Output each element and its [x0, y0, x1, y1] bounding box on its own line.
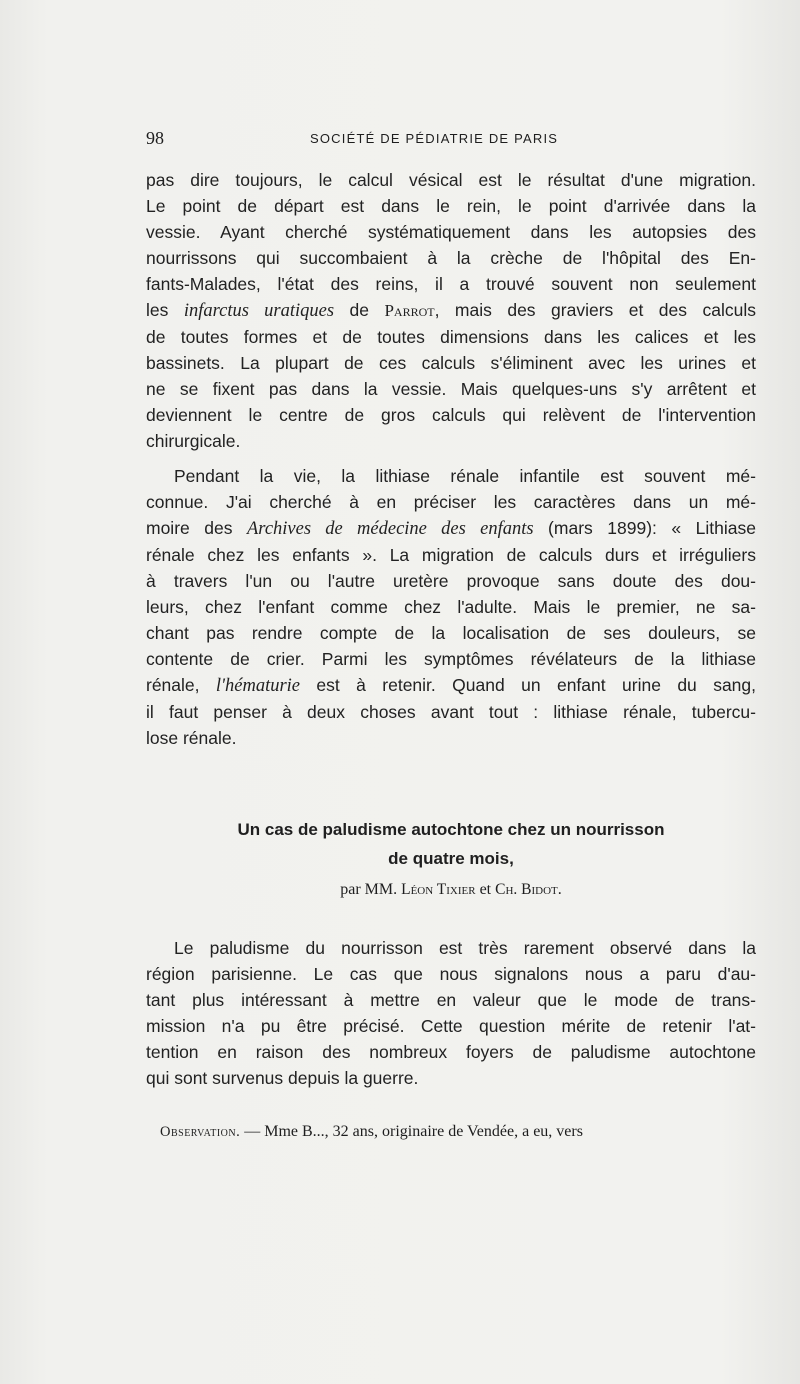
text-line: région parisienne. Le cas que nous signalons nous a paru d'au-	[146, 964, 756, 984]
text-line: qui sont survenus depuis la guerre.	[146, 1068, 419, 1088]
text-line: vessie. Ayant cherché systématiquement dans les autopsies des	[146, 222, 756, 242]
observation-line	[146, 1123, 762, 1141]
text-line: pas dire toujours, le calcul vésical est le résultat d'une migration.	[146, 170, 756, 190]
text-fragment: de	[334, 300, 385, 320]
text-line: Le paludisme du nourrisson est très rarement observé dans la	[174, 938, 756, 958]
text-line	[146, 672, 756, 699]
text-line: de toutes formes et de toutes dimensions dans les calices et les	[146, 327, 756, 347]
text-line: bassinets. La plupart de ces calculs s'éliminent avec les urines et	[146, 353, 756, 373]
author-name: Ch. Bidot	[495, 881, 558, 898]
article-title-line: de quatre mois,	[388, 849, 514, 868]
text-line: mission n'a pu être précisé. Cette question mérite de retenir l'at-	[146, 1016, 756, 1036]
text-line	[146, 515, 756, 542]
text-line: Pendant la vie, la lithiase rénale infantile est souvent mé-	[174, 466, 756, 486]
observation-label: Observation.	[160, 1124, 241, 1140]
page-header	[146, 128, 756, 152]
text-line: il faut penser à deux choses avant tout : lithiase rénale, tubercu-	[146, 702, 756, 722]
text-line: ne se fixent pas dans la vessie. Mais quelques-uns s'y arrêtent et	[146, 379, 756, 399]
italic-term-infarctus: infarctus uratiques	[183, 301, 335, 321]
text-line: chant pas rendre compte de la localisation de ses douleurs, se	[146, 623, 756, 643]
byline-fragment: par MM.	[340, 881, 402, 898]
text-line: fants-Malades, l'état des reins, il a trouvé souvent non seulement	[146, 274, 756, 294]
text-line	[146, 297, 756, 324]
text-line: connue. J'ai cherché à en préciser les caractères dans un mé-	[146, 492, 756, 512]
italic-term-hematurie: l'hématurie	[215, 676, 301, 696]
text-line: chirurgicale.	[146, 431, 241, 451]
article-title-line: Un cas de paludisme autochtone chez un nourrisson	[237, 820, 665, 839]
text-line: contente de crier. Parmi les symptômes révélateurs de la lithiase	[146, 649, 756, 669]
paragraph-lithiase-infantile	[146, 463, 756, 751]
text-fragment: est à retenir. Quand un enfant urine du sang,	[300, 675, 756, 695]
observation-text: — Mme B..., 32 ans, originaire de Vendée, a eu, vers	[240, 1123, 583, 1140]
text-line: Le point de départ est dans le rein, le point d'arrivée dans la	[146, 196, 756, 216]
text-fragment: , mais des graviers et des calculs	[434, 300, 756, 320]
italic-journal-title: Archives de médecine des enfants	[247, 519, 534, 539]
author-name-parrot: Parrot	[384, 301, 435, 320]
text-line: rénale chez les enfants ». La migration de calculs durs et irréguliers	[146, 545, 756, 565]
byline-fragment: et	[475, 881, 496, 898]
text-line: à travers l'un ou l'autre uretère provoque sans doute des dou-	[146, 571, 756, 591]
article-title	[146, 815, 756, 873]
running-title: SOCIÉTÉ DE PÉDIATRIE DE PARIS	[310, 131, 559, 146]
text-line: tant plus intéressant à mettre en valeur que le mode de trans-	[146, 990, 756, 1010]
paragraph-paludisme	[146, 935, 756, 1091]
text-fragment: (mars 1899): « Lithiase	[533, 518, 756, 538]
text-fragment: les	[146, 300, 184, 320]
paragraph-lithiase-migration	[146, 167, 756, 454]
text-line: lose rénale.	[146, 728, 237, 748]
byline-fragment: .	[557, 881, 562, 898]
author-name: Léon Tixier	[401, 881, 476, 898]
text-line: leurs, chez l'enfant comme chez l'adulte. Mais le premier, ne sa-	[146, 597, 756, 617]
page-number: 98	[146, 128, 164, 148]
text-fragment: rénale,	[146, 675, 216, 695]
text-line: deviennent le centre de gros calculs qui relèvent de l'intervention	[146, 405, 756, 425]
text-line: nourrissons qui succombaient à la crèche de l'hôpital des En-	[146, 248, 756, 268]
text-fragment: moire des	[146, 518, 247, 538]
article-byline	[146, 881, 756, 899]
text-line: tention en raison des nombreux foyers de paludisme autochtone	[146, 1042, 756, 1062]
